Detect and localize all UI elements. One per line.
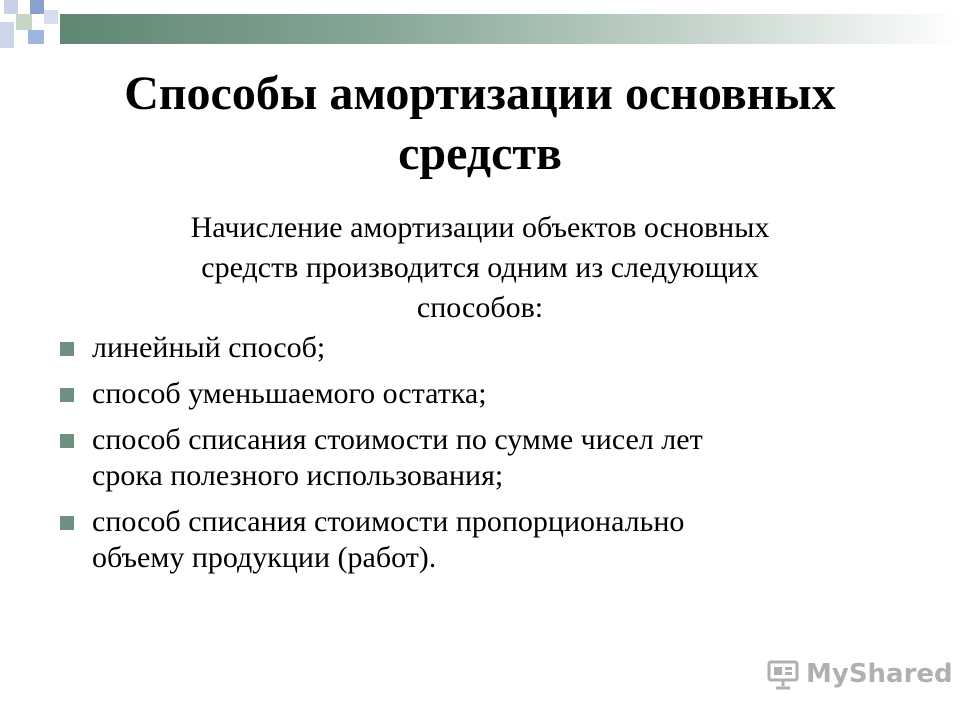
square-bullet-icon	[60, 342, 74, 356]
watermark-logo	[766, 654, 953, 694]
presentation-board-icon	[766, 658, 800, 690]
decor-square	[0, 22, 14, 48]
decor-square	[28, 30, 44, 44]
list-item-text: способ списания стоимости пропорционально	[92, 505, 685, 538]
list-item-text: линейный способ;	[92, 331, 326, 364]
list-item	[60, 376, 920, 412]
decor-square	[44, 10, 58, 24]
slide-title: Способы амортизации основных средств	[124, 67, 836, 180]
watermark-text: MyShared	[806, 659, 953, 689]
intro-line: средств производится одним из следующих	[201, 251, 759, 284]
list-item-text: способ списания стоимости по сумме чисел лет	[92, 423, 703, 456]
header-gradient-bar	[60, 14, 960, 44]
square-bullet-icon	[60, 388, 74, 402]
square-bullet-icon	[60, 516, 74, 530]
list-item	[60, 504, 920, 576]
list-item-text: объему продукции (работ).	[92, 541, 437, 574]
intro-paragraph	[100, 208, 860, 328]
square-bullet-icon	[60, 434, 74, 448]
decor-square	[16, 14, 32, 30]
list-item-text: срока полезного использования;	[92, 459, 504, 492]
intro-line: способов:	[416, 291, 544, 324]
decor-square	[30, 0, 44, 14]
decor-square	[4, 0, 18, 14]
list-item	[60, 422, 920, 494]
list-item	[60, 330, 920, 366]
list-item-text: способ уменьшаемого остатка;	[92, 377, 487, 410]
intro-line: Начисление амортизации объектов основных	[190, 211, 770, 244]
methods-list	[60, 330, 920, 586]
